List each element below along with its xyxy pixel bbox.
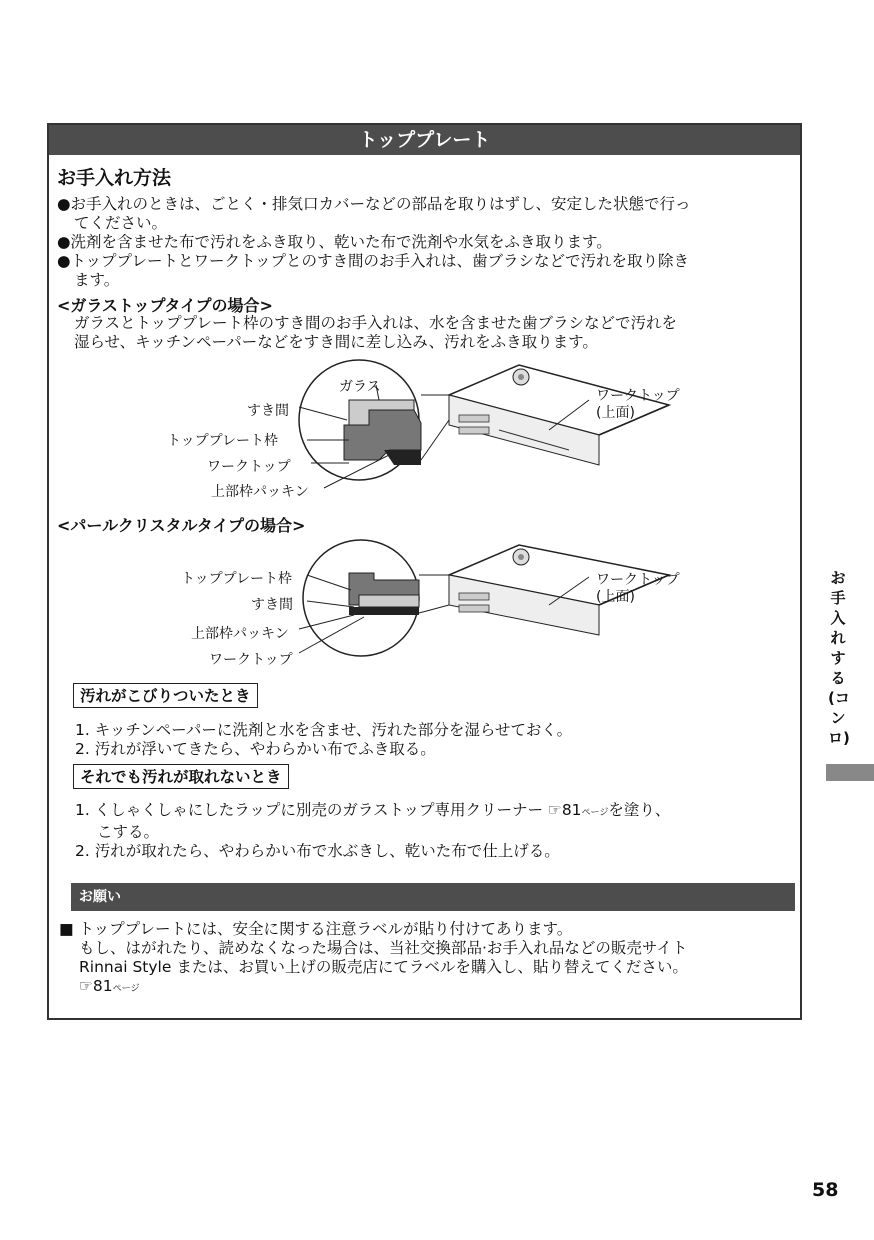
care-method-heading: お手入れ方法 xyxy=(57,167,172,189)
section-frame xyxy=(47,123,802,1020)
pearl-label-worktop-surface-1: ワークトップ xyxy=(596,572,680,588)
request-reference-unit: ページ xyxy=(112,984,140,994)
request-heading: お願い xyxy=(71,883,795,911)
bullet-3 xyxy=(57,252,689,290)
still-dirty-step-2: 2. 汚れが取れたら、やわらかい布で水ぶきし、乾いた布で仕上げる。 xyxy=(75,842,560,860)
section-title: トッププレート xyxy=(49,125,800,155)
pearl-label-worktop-surface xyxy=(596,572,680,606)
request-line1: ■ トッププレートには、安全に関する注意ラベルが貼り付けてあります。 xyxy=(59,920,573,938)
glass-type-line2: 湿らせ、キッチンペーパーなどをすき間に差し込み、汚れをふき取ります。 xyxy=(74,333,598,351)
pearl-type-title: <パールクリスタルタイプの場合> xyxy=(57,516,306,535)
label-top-plate-frame: トッププレート枠 xyxy=(167,433,279,449)
stubborn-step-2: 2. 汚れが浮いてきたら、やわらかい布でふき取る。 xyxy=(75,740,436,758)
bullet-3-line2: ます。 xyxy=(74,271,120,289)
glass-type-line1: ガラスとトッププレート枠のすき間のお手入れは、水を含ませた歯ブラシなどで汚れを xyxy=(74,314,677,332)
label-worktop: ワークトップ xyxy=(207,459,291,475)
bullet-2 xyxy=(57,233,612,252)
bullet-1-line2: てください。 xyxy=(74,214,168,232)
label-worktop-surface-1: ワークトップ xyxy=(596,388,680,404)
request-line2: もし、はがれたり、読めなくなった場合は、当社交換部品·お手入れ品などの販売サイト xyxy=(79,939,688,957)
label-glass: ガラス xyxy=(339,379,381,395)
still-dirty-step-1-line2: こする。 xyxy=(97,823,160,841)
still-dirty-step-1-end: を塗り、 xyxy=(608,801,671,819)
reference-page-unit: ページ xyxy=(581,808,609,818)
page-number: 58 xyxy=(812,1179,839,1201)
reference-pointer-icon: ☞ xyxy=(547,801,562,819)
still-dirty-step-1 xyxy=(75,801,670,823)
stubborn-step-1: 1. キッチンペーパーに洗剤と水を含ませ、汚れた部分を湿らせておく。 xyxy=(75,721,573,739)
reference-pointer-icon: ☞ xyxy=(79,977,93,995)
still-dirty-steps xyxy=(75,801,670,861)
still-dirty-step-1-text: 1. くしゃくしゃにしたラップに別売のガラストップ専用クリーナー xyxy=(75,801,548,819)
label-worktop-surface-2: (上面) xyxy=(596,405,635,421)
glass-type-text xyxy=(74,314,677,352)
label-gap: すき間 xyxy=(247,403,289,419)
pearl-label-top-plate-frame: トッププレート枠 xyxy=(181,571,293,587)
glass-type-title: <ガラストップタイプの場合> xyxy=(57,296,273,315)
request-reference xyxy=(59,977,688,999)
stubborn-dirt-heading: 汚れがこびりついたとき xyxy=(73,683,258,708)
side-tab-marker xyxy=(826,764,874,781)
label-upper-frame-packing: 上部枠パッキン xyxy=(211,484,309,500)
label-worktop-surface xyxy=(596,388,680,422)
request-line3: Rinnai Style または、お買い上げの販売店にてラベルを購入し、貼り替えてください。 xyxy=(79,958,688,976)
bullet-1 xyxy=(57,195,691,233)
request-text xyxy=(59,920,688,999)
pearl-label-gap: すき間 xyxy=(251,597,293,613)
bullet-1-line1: ●お手入れのときは、ごとく・排気口カバーなどの部品を取りはずし、安定した状態で行っ xyxy=(57,195,691,213)
stubborn-steps xyxy=(75,721,572,759)
reference-page-number: 81 xyxy=(561,801,582,819)
pearl-crystal-diagram xyxy=(49,535,800,670)
side-tab-label: お手入れする(コンロ) xyxy=(828,569,850,747)
request-reference-number: 81 xyxy=(92,977,113,995)
pearl-label-worktop-surface-2: (上面) xyxy=(596,589,635,605)
pearl-label-upper-frame-packing: 上部枠パッキン xyxy=(191,626,289,642)
bullet-2-line1: ●洗剤を含ませた布で汚れをふき取り、乾いた布で洗剤や水気をふき取ります。 xyxy=(57,233,612,251)
still-dirty-heading: それでも汚れが取れないとき xyxy=(73,764,289,789)
pearl-label-worktop: ワークトップ xyxy=(209,652,293,668)
glass-top-diagram xyxy=(49,355,800,515)
bullet-3-line1: ●トッププレートとワークトップとのすき間のお手入れは、歯ブラシなどで汚れを取り除き xyxy=(57,252,689,270)
